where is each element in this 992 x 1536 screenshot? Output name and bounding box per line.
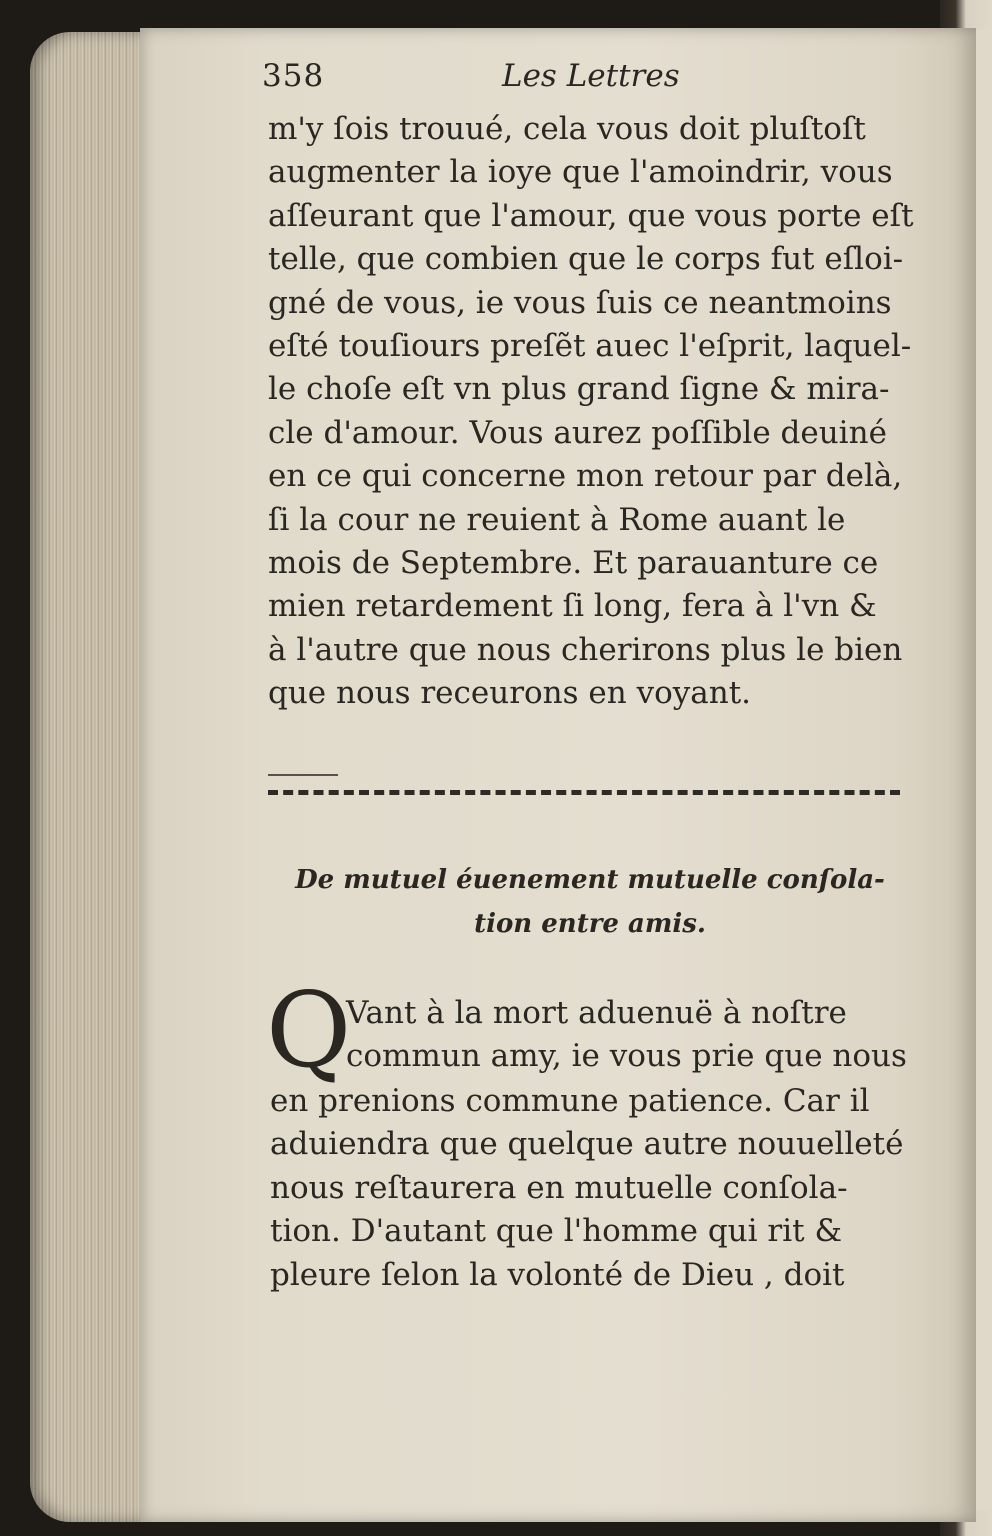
heading-line: tion entre amis. xyxy=(474,909,706,939)
letter-body-text xyxy=(270,1080,908,1297)
divider-short-rule xyxy=(268,774,338,776)
page-number: 358 xyxy=(262,58,325,94)
text-line: telle, que combien que le corps fut eſloi- xyxy=(268,241,904,278)
letter-end-text xyxy=(268,108,914,715)
text-line: aſſeurant que l'amour, que vous porte eſt xyxy=(268,197,914,234)
drop-cap: Q xyxy=(266,969,352,1091)
text-line: tion. D'autant que l'homme qui rit & xyxy=(270,1213,843,1250)
book-fore-edge xyxy=(30,32,150,1522)
text-line: Vant à la mort aduenuë à noſtre xyxy=(346,995,847,1031)
text-line: à l'autre que nous cherirons plus le bien xyxy=(268,631,903,668)
text-line: gné de vous, ie vous ſuis ce neantmoins xyxy=(268,284,892,321)
text-line: en prenions commune patience. Car il xyxy=(270,1083,870,1119)
text-line: que nous receurons en voyant. xyxy=(268,675,752,712)
text-line: m'y ſois trouué, cela vous doit pluſtoſt xyxy=(268,111,866,147)
text-line: pleure ſelon la volonté de Dieu , doit xyxy=(270,1256,845,1293)
text-line: cle d'amour. Vous aurez poſſible deuiné xyxy=(268,414,887,451)
divider-rule xyxy=(268,790,900,795)
text-line: le choſe eſt vn plus grand ſigne & mira- xyxy=(268,371,890,408)
text-line: en ce qui concerne mon retour par delà, xyxy=(268,458,903,495)
lines-beside-drop-cap xyxy=(346,992,908,1079)
text-line: nous reſtaurera en mutuelle conſola- xyxy=(270,1169,848,1206)
letter-heading xyxy=(280,858,900,946)
text-line: aduiendra que quelque autre nouuelleté xyxy=(270,1126,904,1163)
page-header xyxy=(262,58,902,102)
text-line: mien retardement ſi long, fera à l'vn & xyxy=(268,588,877,625)
text-line: mois de Septembre. Et parauanture ce xyxy=(268,544,879,581)
text-line: augmenter la ioye que l'amoindrir, vous xyxy=(268,154,893,191)
section-divider xyxy=(262,760,902,810)
text-line: eſté touſiours preſẽt auec l'eſprit, laquel- xyxy=(268,327,912,364)
heading-line: De mutuel éuenement mutuelle conſola- xyxy=(295,865,885,895)
running-head: Les Lettres xyxy=(502,58,680,94)
text-line: commun amy, ie vous prie que nous xyxy=(346,1038,907,1075)
text-line: ſi la cour ne reuient à Rome auant le xyxy=(268,501,846,538)
